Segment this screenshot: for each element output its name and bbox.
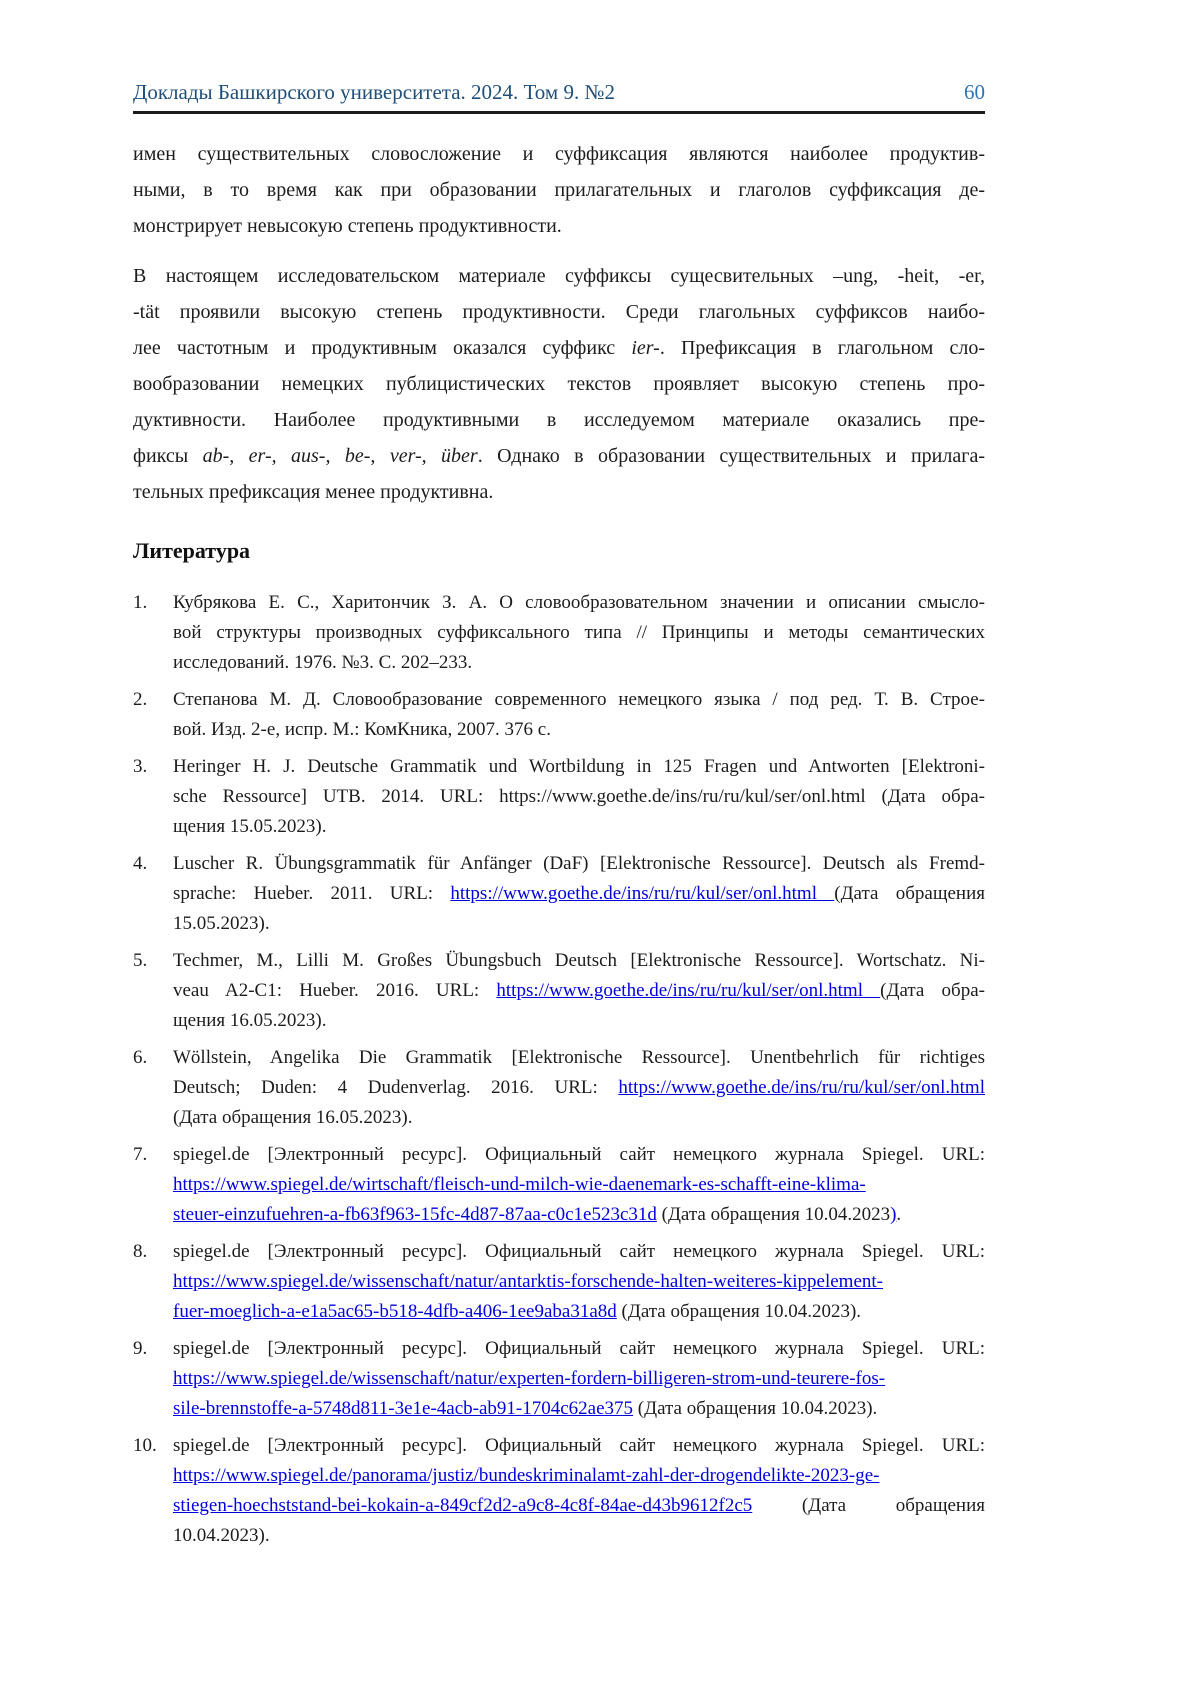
text-line	[173, 849, 985, 879]
reference-item	[133, 849, 985, 939]
text-line	[133, 258, 985, 294]
text-line	[173, 1073, 985, 1103]
text-line	[133, 366, 985, 402]
text-line	[133, 330, 985, 366]
reference-link[interactable]: fuer-moeglich-a-e1a5ac65-b518-4dfb-a406-1ee9aba31a8d	[173, 1301, 617, 1322]
text-line	[173, 1043, 985, 1073]
reference-number: 1.	[133, 592, 148, 613]
journal-title: Доклады Башкирского университета. 2024. Том 9. №2	[133, 80, 615, 104]
reference-body	[173, 588, 985, 678]
reference-link[interactable]: https://www.spiegel.de/wissenschaft/natur/antarktis-forschende-halten-weiteres-kippelement-	[173, 1271, 883, 1292]
text-span: spiegel.de [Электронный ресурс]. Официальный сайт немецкого журнала Spiegel. URL:	[173, 1338, 985, 1359]
page-header	[133, 0, 985, 105]
text-span: вой структуры производных суффиксального типа // Принципы и методы семантических	[173, 622, 985, 643]
text-span: (Дата обращения	[752, 1495, 985, 1516]
text-line	[173, 1140, 985, 1170]
text-line	[173, 1170, 985, 1200]
reference-body	[173, 946, 985, 1036]
reference-body	[173, 685, 985, 745]
text-line	[173, 946, 985, 976]
text-span: . Префиксация в глагольном сло-	[659, 337, 985, 359]
text-span: Степанова М. Д. Словообразование современного немецкого языка / под ред. Т. В. Строе-	[173, 689, 985, 710]
reference-link[interactable]: https://www.spiegel.de/panorama/justiz/bundeskriminalamt-zahl-der-drogendelikte-2023-ge-	[173, 1465, 880, 1486]
text-line	[173, 812, 985, 842]
references-list	[133, 588, 985, 1551]
text-line	[173, 1103, 985, 1133]
text-span: монстрирует невысокую степень продуктивности.	[133, 215, 562, 237]
text-line	[173, 1237, 985, 1267]
text-line	[173, 1364, 985, 1394]
reference-item	[133, 588, 985, 678]
reference-link[interactable]: sile-brennstoffe-a-5748d811-3e1e-4acb-ab91-1704c62ae375	[173, 1398, 634, 1419]
text-line	[173, 1521, 985, 1551]
text-span: вой. Изд. 2-е, испр. М.: КомКника, 2007. 376 с.	[173, 719, 551, 740]
text-span: sche Ressource] UTB. 2014. URL: https://www.goethe.de/ins/ru/ru/kul/ser/onl.html (Дата обра-	[173, 786, 985, 807]
text-line	[173, 588, 985, 618]
reference-number: 8.	[133, 1241, 148, 1262]
text-line	[173, 752, 985, 782]
paragraph	[133, 258, 985, 510]
reference-number: 2.	[133, 689, 148, 710]
text-span: (Дата обращения 16.05.2023).	[173, 1107, 413, 1128]
text-span: фиксы	[133, 445, 203, 467]
text-line	[173, 648, 985, 678]
text-line	[133, 136, 985, 172]
text-line	[173, 1006, 985, 1036]
text-span: 15.05.2023).	[173, 913, 270, 934]
reference-item	[133, 1043, 985, 1133]
reference-body	[173, 1237, 985, 1327]
reference-body	[173, 1140, 985, 1230]
text-span: (Дата обращения	[834, 883, 985, 904]
text-span: (Дата обра-	[880, 980, 985, 1001]
text-span: В настоящем исследовательском материале суффиксы сущесвительных –ung, -heit, -er,	[133, 265, 985, 287]
reference-item	[133, 685, 985, 745]
text-span: (Дата обращения 10.04.2023).	[633, 1398, 878, 1419]
text-line	[133, 294, 985, 330]
text-line	[173, 1334, 985, 1364]
text-span: щения 16.05.2023).	[173, 1010, 327, 1031]
italic-text: ab-, er-, aus-, be-, ver-, über	[202, 445, 478, 467]
text-span: Heringer H. J. Deutsche Grammatik und Wortbildung in 125 Fragen und Antworten [Elektroni-	[173, 756, 985, 777]
body-paragraphs	[133, 136, 985, 510]
text-span: дуктивности. Наиболее продуктивными в исследуемом материале оказались пре-	[133, 409, 985, 431]
text-line	[173, 715, 985, 745]
text-span: -tät проявили высокую степень продуктивности. Среди глагольных суффиксов наибо-	[133, 301, 985, 323]
text-line	[173, 1267, 985, 1297]
reference-body	[173, 1431, 985, 1551]
text-span: spiegel.de [Электронный ресурс]. Официальный сайт немецкого журнала Spiegel. URL:	[173, 1144, 985, 1165]
text-span: (Дата обращения 10.04.2023).	[616, 1301, 862, 1322]
text-span: 10.04.2023).	[173, 1525, 270, 1546]
text-line	[173, 1431, 985, 1461]
text-line	[173, 1491, 985, 1521]
text-line	[173, 1200, 985, 1230]
text-line	[133, 208, 985, 244]
literature-heading: Литература	[133, 538, 251, 563]
text-span: Luscher R. Übungsgrammatik für Anfänger (DaF) [Elektronische Ressource]. Deutsch als Fremd-	[173, 853, 985, 874]
text-span: Deutsch; Duden: 4 Dudenverlag. 2016. URL:	[173, 1077, 619, 1098]
reference-item	[133, 1334, 985, 1424]
text-line	[173, 879, 985, 909]
reference-item	[133, 1237, 985, 1327]
reference-link[interactable]: https://www.goethe.de/ins/ru/ru/kul/ser/onl.html	[496, 980, 881, 1001]
text-line	[173, 782, 985, 812]
reference-item	[133, 1140, 985, 1230]
reference-link[interactable]: https://www.goethe.de/ins/ru/ru/kul/ser/onl.html	[618, 1077, 985, 1098]
text-line	[133, 402, 985, 438]
reference-link[interactable]: stiegen-hoechststand-bei-kokain-a-849cf2d2-a9c8-4c8f-84ae-d43b9612f2c5	[173, 1495, 753, 1516]
text-line	[173, 1297, 985, 1327]
reference-number: 4.	[133, 853, 148, 874]
text-span: sprache: Hueber. 2011. URL:	[173, 883, 451, 904]
reference-body	[173, 1043, 985, 1133]
text-span: spiegel.de [Электронный ресурс]. Официальный сайт немецкого журнала Spiegel. URL:	[173, 1241, 985, 1262]
text-line	[173, 909, 985, 939]
text-span: лее частотным и продуктивным оказался суффикс	[133, 337, 632, 359]
reference-number: 10.	[133, 1435, 157, 1456]
text-span: . Однако в образовании существительных и прилага-	[477, 445, 985, 467]
paragraph	[133, 136, 985, 244]
reference-number: 7.	[133, 1144, 148, 1165]
text-line	[173, 685, 985, 715]
reference-item	[133, 946, 985, 1036]
reference-link[interactable]: steuer-einzufuehren-a-fb63f963-15fc-4d87-87aa-c0c1e523c31d	[173, 1204, 657, 1225]
page-content	[133, 0, 985, 1551]
text-span: Кубрякова Е. С., Харитончик З. А. О словообразовательном значении и описании смысло-	[173, 592, 985, 613]
text-span: вообразовании немецких публицистических текстов проявляет высокую степень про-	[133, 373, 985, 395]
text-line	[173, 1394, 985, 1424]
text-span: .	[896, 1204, 902, 1225]
text-line	[173, 976, 985, 1006]
text-span: veau A2-C1: Hueber. 2016. URL:	[173, 980, 497, 1001]
page-number: 60	[964, 80, 985, 104]
text-line	[133, 474, 985, 510]
text-span: имен существительных словосложение и суффиксация являются наиболее продуктив-	[133, 143, 985, 165]
text-line	[133, 172, 985, 208]
reference-body	[173, 752, 985, 842]
text-span: исследований. 1976. №3. С. 202–233.	[173, 652, 473, 673]
text-span: щения 15.05.2023).	[173, 816, 327, 837]
italic-text: ier-	[631, 337, 660, 359]
header-rule	[133, 111, 985, 114]
reference-link[interactable]: https://www.spiegel.de/wissenschaft/natur/experten-fordern-billigeren-strom-und-teurere-fos-	[173, 1368, 886, 1389]
text-line	[173, 618, 985, 648]
reference-number: 5.	[133, 950, 148, 971]
reference-number: 9.	[133, 1338, 148, 1359]
reference-number: 3.	[133, 756, 148, 777]
reference-body	[173, 849, 985, 939]
text-span: ными, в то время как при образовании прилагательных и глаголов суффиксация де-	[133, 179, 985, 201]
reference-link[interactable]: https://www.goethe.de/ins/ru/ru/kul/ser/onl.html	[450, 883, 835, 904]
text-line	[133, 438, 985, 474]
text-span: (Дата обращения 10.04.2023	[656, 1204, 891, 1225]
reference-link[interactable]: https://www.spiegel.de/wirtschaft/fleisch-und-milch-wie-daenemark-es-schafft-eine-klima-	[173, 1174, 866, 1195]
text-span: spiegel.de [Электронный ресурс]. Официальный сайт немецкого журнала Spiegel. URL:	[173, 1435, 985, 1456]
text-span: Techmer, M., Lilli M. Großes Übungsbuch Deutsch [Elektronische Ressource]. Wortschatz. Ni-	[173, 950, 985, 971]
text-span: тельных префиксация менее продуктивна.	[133, 481, 494, 503]
reference-number: 6.	[133, 1047, 148, 1068]
reference-link[interactable]: )	[890, 1204, 897, 1225]
reference-item	[133, 1431, 985, 1551]
reference-item	[133, 752, 985, 842]
text-span: Wöllstein, Angelika Die Grammatik [Elektronische Ressource]. Unentbehrlich für richtiges	[173, 1047, 985, 1068]
text-line	[173, 1461, 985, 1491]
reference-body	[173, 1334, 985, 1424]
